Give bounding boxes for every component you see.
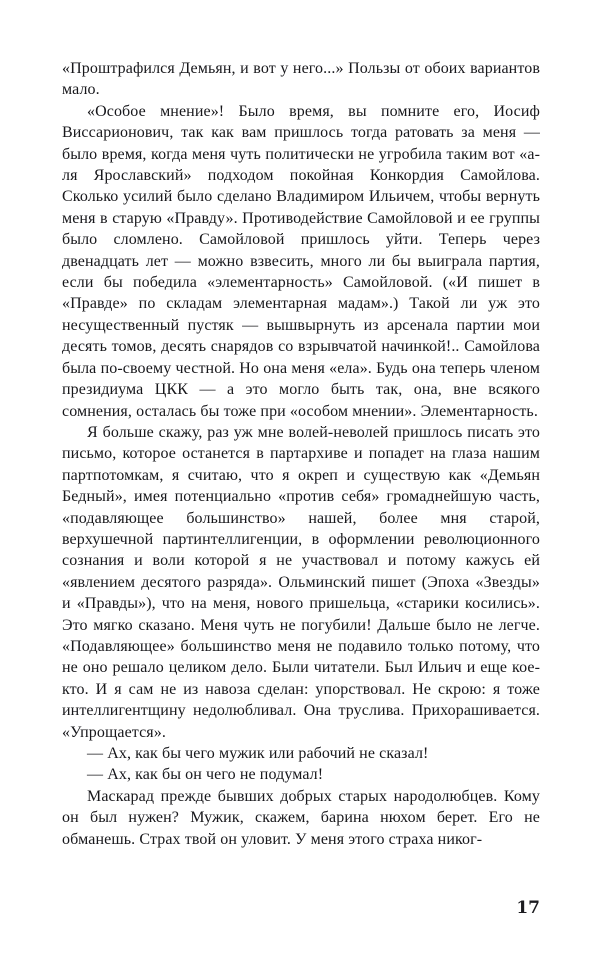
paragraph: — Ах, как бы чего мужик или рабочий не сказал! [87, 745, 429, 762]
paragraph: Маскарад прежде бывших добрых старых народолюбцев. Кому он был нужен? Мужик, скажем, барина нюхом берет. Его не обманешь. Страх твой он уловит. У меня этого страха никог- [62, 787, 540, 848]
paragraph: Я больше скажу, раз уж мне волей-неволей пришлось писать это письмо, которое останется в партархиве и попадет на глаза нашим партпотомкам, я считаю, что я окреп и существую как «Демьян Бедный», имея потенциально «против себя» громаднейшую часть, «подавляющее большинство» нашей, более мня старой, верхушечной партинтеллигенции, в оформлении революционного сознания и воли которой я не участвовал и потому кажусь ей «явлением десятого разряда». Ольминский пишет (Эпоха «Звезды» и «Правды»), что на меня, нового пришельца, «старики косились». Это мягко сказано. Меня чуть не погубили! Дальше было не легче. «Подавляющее» большинство меня не подавило только потому, что не оно решало целиком дело. Были читатели. Был Ильич и еще кое-кто. И я сам не из навоза сделан: упорствовал. Не скрою: я тоже интеллигентщину недолюбливал. Она труслива. Прихорашивается. «Упрощается». [62, 423, 540, 741]
page-number: 17 [516, 898, 540, 918]
paragraph: «Особое мнение»! Было время, вы помните его, Иосиф Виссарионович, так как вам пришлось тогда ратовать за меня — было время, когда меня чуть политически не угробила таким вот «а-ля Ярославский» подходом покойная Конкордия Самойлова. Сколько усилий было сделано Владимиром Ильичем, чтобы вернуть меня в старую «Правду». Противодействие Самойловой и ее группы было сломлено. Самойловой пришлось уйти. Теперь через двенадцать лет — можно взвесить, много ли бы выиграла партия, если бы победила «элементарность» Самойловой. («И пишет в «Правде» по складам элементарная мадам».) Такой ли уж это несущественный пустяк — вышвырнуть из арсенала партии мои десять томов, десять снарядов со взрывчатой начинкой!.. Самойлова была по-своему честной. Но она меня «ела». Будь она теперь членом президиума ЦКК — а это могло быть так, она, вне всякого сомнения, осталась бы тоже при «особом мнении». Элементарность. [62, 102, 540, 420]
paragraph: «Проштрафился Демьян, и вот у него...» Пользы от обоих вариантов мало. [62, 60, 540, 99]
paragraph: — Ах, как бы он чего не подумал! [87, 766, 324, 784]
page-text [62, 58, 540, 850]
